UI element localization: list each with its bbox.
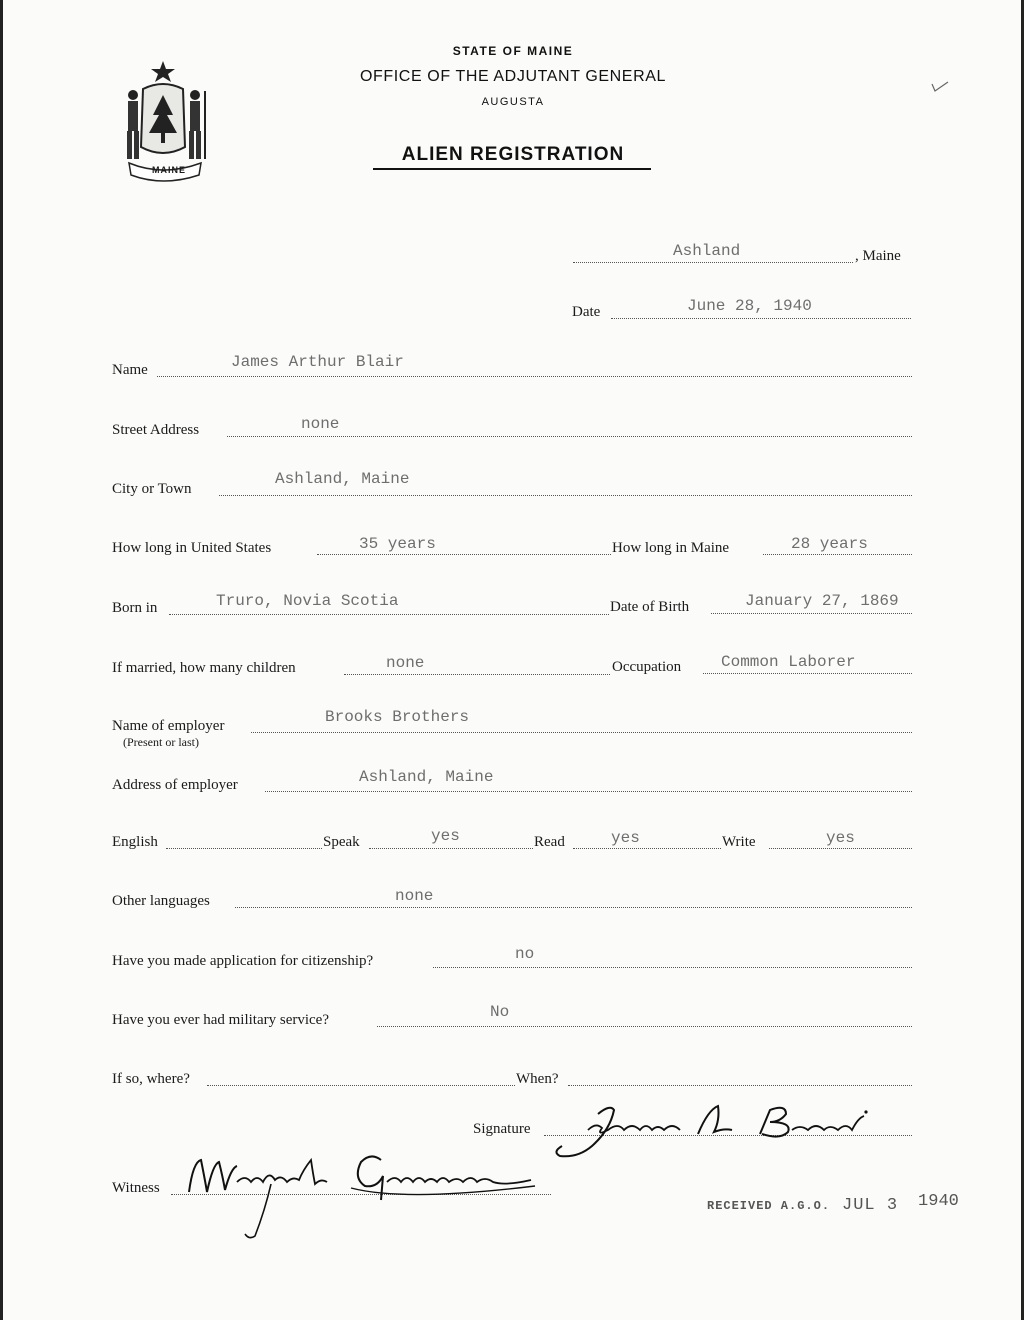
years-us-value: 35 years	[359, 535, 436, 553]
children-value: none	[386, 654, 425, 672]
seal-banner-text: MAINE	[152, 165, 186, 175]
name-line	[157, 376, 912, 377]
title-underline	[373, 168, 651, 170]
if-where-line	[207, 1085, 515, 1086]
occupation-value: Common Laborer	[721, 653, 856, 671]
signature-label: Signature	[473, 1121, 531, 1137]
occupation-label: Occupation	[612, 659, 682, 675]
city-line	[219, 495, 912, 496]
military-value: No	[490, 1003, 510, 1021]
date-of-birth-label: Date of Birth	[610, 599, 690, 615]
employer-value: Brooks Brothers	[325, 708, 470, 726]
english-label: English	[112, 834, 158, 850]
other-languages-label: Other languages	[112, 893, 210, 909]
employer-line	[251, 732, 912, 733]
header-state: STATE OF MAINE	[452, 44, 574, 58]
street-address-line	[227, 436, 912, 437]
location-line	[573, 262, 853, 263]
street-address-value: none	[301, 415, 340, 433]
years-us-line	[317, 554, 611, 555]
employer-address-line	[265, 791, 912, 792]
citizenship-label: Have you made application for citizenship?	[112, 953, 374, 969]
write-line	[769, 848, 912, 849]
english-line	[166, 848, 322, 849]
years-maine-value: 28 years	[791, 535, 868, 553]
stamp-year: 1940	[918, 1192, 959, 1211]
write-label: Write	[722, 834, 756, 850]
city-value: Ashland, Maine	[275, 470, 410, 488]
citizenship-line	[433, 967, 912, 968]
location-value: Ashland	[673, 242, 741, 260]
speak-line	[369, 848, 533, 849]
born-in-label: Born in	[112, 600, 158, 616]
date-label: Date	[572, 304, 601, 320]
employer-label: Name of employer	[112, 718, 225, 734]
other-languages-line	[235, 907, 912, 908]
write-value: yes	[826, 829, 855, 847]
occupation-line	[703, 673, 912, 674]
when-label: When?	[516, 1071, 559, 1087]
form-title: ALIEN REGISTRATION	[401, 144, 625, 165]
born-in-line	[169, 614, 609, 615]
name-label: Name	[112, 362, 148, 378]
date-of-birth-line	[711, 613, 912, 614]
read-value: yes	[611, 829, 640, 847]
date-line	[611, 318, 911, 319]
city-label: City or Town	[112, 481, 192, 497]
other-languages-value: none	[395, 887, 434, 905]
children-line	[344, 674, 610, 675]
street-address-label: Street Address	[112, 422, 200, 438]
years-maine-label: How long in Maine	[612, 540, 730, 556]
name-value: James Arthur Blair	[231, 353, 404, 371]
military-line	[377, 1026, 912, 1027]
speak-label: Speak	[323, 834, 360, 850]
children-label: If married, how many children	[112, 660, 296, 676]
years-us-label: How long in United States	[112, 540, 272, 556]
citizenship-value: no	[515, 945, 535, 963]
employer-address-label: Address of employer	[112, 777, 238, 793]
stamp-date: JUL 3	[842, 1196, 899, 1215]
stamp-text: RECEIVED A.G.O.	[707, 1199, 831, 1213]
received-stamp	[707, 1192, 959, 1215]
read-label: Read	[534, 834, 565, 850]
military-label: Have you ever had military service?	[112, 1012, 329, 1028]
date-of-birth-value: January 27, 1869	[745, 592, 899, 610]
location-suffix: , Maine	[855, 248, 901, 264]
header-office: OFFICE OF THE ADJUTANT GENERAL	[359, 68, 667, 85]
read-line	[573, 848, 721, 849]
if-where-label: If so, where?	[112, 1071, 190, 1087]
employer-address-value: Ashland, Maine	[359, 768, 494, 786]
years-maine-line	[763, 554, 912, 555]
employer-sublabel: (Present or last)	[123, 735, 199, 749]
born-in-value: Truro, Novia Scotia	[216, 592, 399, 610]
check-mark-icon	[931, 80, 949, 92]
speak-value: yes	[431, 827, 460, 845]
when-line	[568, 1085, 912, 1086]
applicant-signature	[548, 1100, 912, 1162]
header-city: AUGUSTA	[481, 96, 545, 108]
date-value: June 28, 1940	[687, 297, 812, 315]
witness-label: Witness	[112, 1180, 160, 1196]
witness-signature	[175, 1140, 555, 1240]
